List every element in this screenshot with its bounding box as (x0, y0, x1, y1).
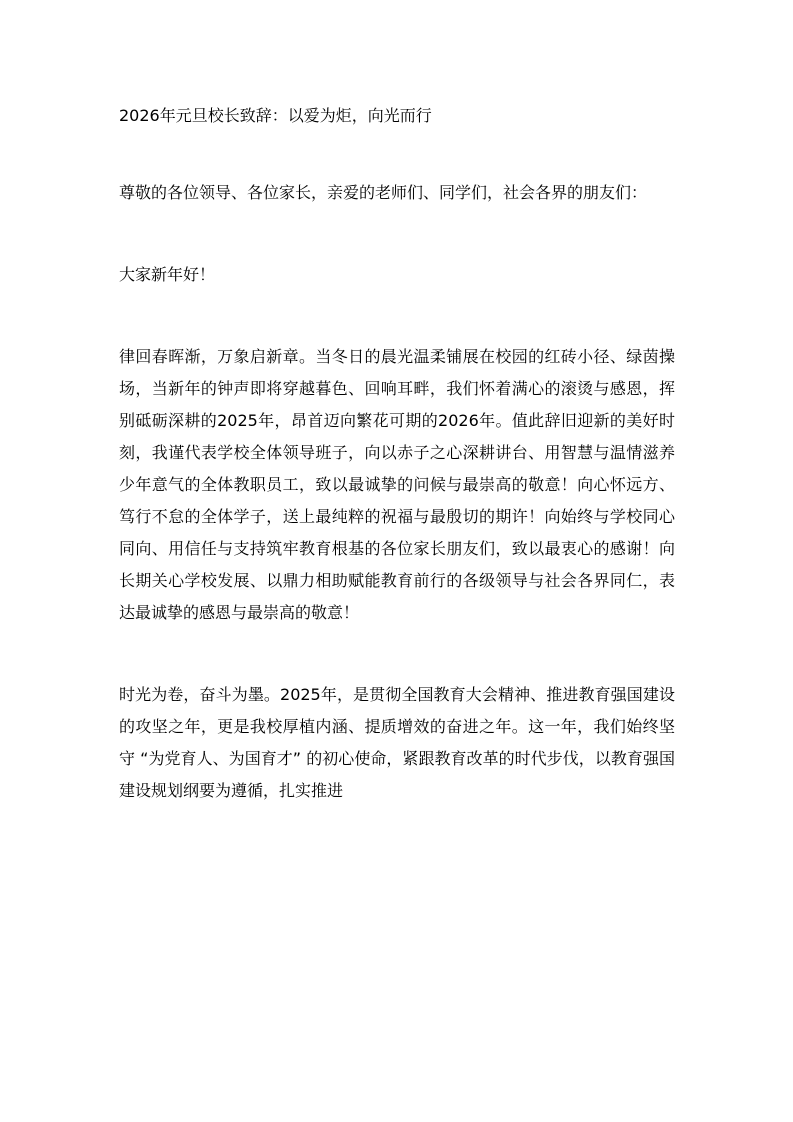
salutation-paragraph: 尊敬的各位领导、各位家长，亲爱的老师们、同学们，社会各界的朋友们： (119, 183, 648, 202)
document-title: 2026年元旦校长致辞：以爱为炬，向光而行 (119, 106, 432, 125)
body-paragraph-2: 时光为卷，奋斗为墨。2025年，是贯彻全国教育大会精神、推进教育强国建设的攻坚之年，更是我校厚植内涵、提质增效的奋进之年。这一年，我们始终坚守 “为党育人、为国育才” 的初心使命，紧跟教育改革的时代步伐，以教育强国建设规划纲要为遵循，扎实推进 (119, 685, 675, 800)
greeting-paragraph: 大家新年好！ (119, 265, 216, 284)
body-paragraph-1: 律回春晖渐，万象启新章。当冬日的晨光温柔铺展在校园的红砖小径、绿茵操场，当新年的钟声即将穿越暮色、回响耳畔，我们怀着满心的滚烫与感恩，挥别砥砺深耕的2025年，昂首迈向繁花可期的2026年。值此辞旧迎新的美好时刻，我谨代表学校全体领导班子，向以赤子之心深耕讲台、用智慧与温情滋养少年意气的全体教职员工，致以最诚挚的问候与最崇高的敬意！向心怀远方、笃行不怠的全体学子，送上最纯粹的祝福与最殷切的期许！向始终与学校同心同向、用信任与支持筑牢教育根基的各位家长朋友们，致以最衷心的感谢！向长期关心学校发展、以鼎力相助赋能教育前行的各级领导与社会各界同仁，表达最诚挚的感恩与最崇高的敬意！ (119, 347, 675, 622)
document-body (119, 101, 675, 807)
